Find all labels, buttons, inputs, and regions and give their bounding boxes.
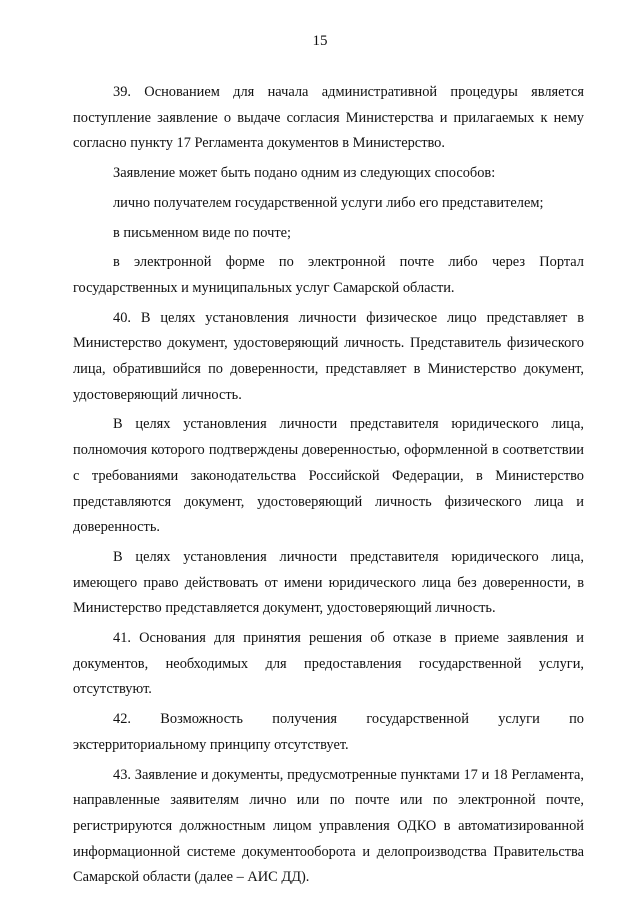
list-item-by-mail: в письменном виде по почте; <box>113 224 291 241</box>
paragraph-40: 40. В целях установления личности физическое лицо представляет в Министерство документ, удостоверяющий личность. Представитель физического лица, обратившийся по доверенности, представляет в Министерство документ, удостоверяющий личность. <box>73 309 584 403</box>
list-item-electronic: в электронной форме по электронной почте либо через Портал государственных и муниципальных услуг Самарской области. <box>73 254 584 296</box>
paragraph-legal-representative-without-power-of-attorney: В целях установления личности представителя юридического лица, имеющего право действовать от имени юридического лица без доверенности, в Министерство представляется документ, удостоверяющий личность. <box>73 548 584 617</box>
paragraph-legal-representative-power-of-attorney: В целях установления личности представителя юридического лица, полномочия которого подтверждены доверенностью, оформленной в соответствии с требованиями законодательства Российской Федерации, в Министерство представляются документ, удостоверяющий личность физического лица и доверенность. <box>73 416 584 536</box>
paragraph-submission-methods: Заявление может быть подано одним из следующих способов: <box>113 165 496 182</box>
document-body <box>73 80 584 891</box>
list-item-in-person: лично получателем государственной услуги либо его представителем; <box>113 194 544 211</box>
paragraph-43: 43. Заявление и документы, предусмотренные пунктами 17 и 18 Регламента, направленные заявителям лично или по почте или по электронной почте, регистрируются должностным лицом управления ОДКО в автоматизированной информационной системе документооборота и делопроизводства Правительства Самарской области (далее – АИС ДД). <box>73 766 584 886</box>
paragraph-42: 42. Возможность получения государственной услуги по экстерриториальному принципу отсутствует. <box>73 711 584 753</box>
paragraph-41: 41. Основания для принятия решения об отказе в приеме заявления и документов, необходимых для предоставления государственной услуги, отсутствуют. <box>73 630 584 698</box>
paragraph-39: 39. Основанием для начала административной процедуры является поступление заявление о выдаче согласия Министерства и прилагаемых к нему согласно пункту 17 Регламента документов в Министерство. <box>73 84 584 152</box>
page-number: 15 <box>312 33 328 49</box>
